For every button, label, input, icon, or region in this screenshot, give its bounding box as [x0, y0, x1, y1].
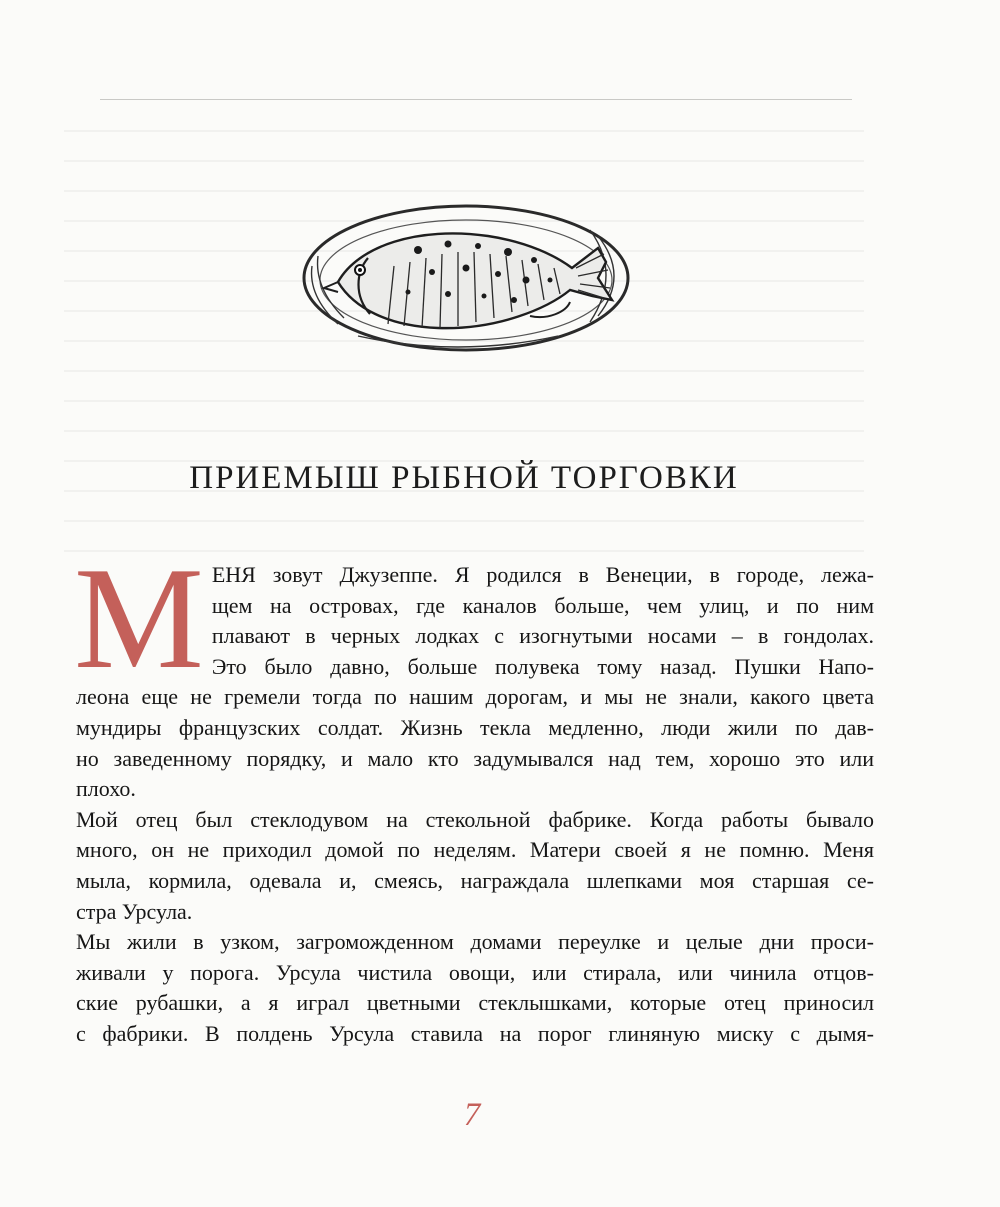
text-line: щем на островах, где каналов больше, чем улиц, и по ним [211, 592, 874, 618]
text-line: Мы жили в узком, загроможденном домами переулке и целые дни проси- [76, 929, 874, 955]
text-line: леона еще не гремели тогда по нашим дорогам, и мы не знали, какого цвета [76, 684, 874, 710]
fish-mouth [324, 282, 338, 292]
text-line: плавают в черных лодках с изогнутыми носами – в гондолах. [211, 623, 874, 649]
fish-pupil [358, 268, 362, 272]
text-line: живали у порога. Урсула чистила овощи, или стирала, или чинила отцов- [76, 959, 874, 985]
text-line: Это было давно, больше полувека тому назад. Пушки Напо- [211, 653, 874, 679]
text-line: но заведенному порядку, и мало кто задумывался над тем, хорошо это или [76, 745, 874, 771]
page-number: 7 [463, 1097, 481, 1133]
text-line: много, он не приходил домой по неделям. Матери своей я не помню. Меня [76, 837, 874, 863]
text-line: плохо. [76, 776, 136, 802]
text-line: ЕНЯ зовут Джузеппе. Я родился в Венеции, в городе, лежа- [211, 562, 874, 587]
text-line: мыла, кормила, одевала и, смеясь, награждала шлепками моя старшая се- [76, 867, 874, 893]
text-line: стра Урсула. [76, 898, 193, 924]
chapter-title: ПРИЕМЫШ РЫБНОЙ ТОРГОВКИ [189, 460, 739, 496]
text-line: ские рубашки, а я играл цветными стеклышками, которые отец приносил [76, 990, 874, 1016]
drop-cap: М [74, 537, 204, 699]
text-line: с фабрики. В полдень Урсула ставила на порог глиняную миску с дымя- [76, 1020, 874, 1046]
fish-on-plate-icon [298, 196, 634, 360]
paragraph-3 [76, 927, 874, 1049]
body-text [74, 537, 874, 1050]
paragraph-2 [76, 805, 874, 927]
text-line: мундиры французских солдат. Жизнь текла медленно, люди жили по дав- [76, 714, 874, 740]
header-rule [100, 99, 852, 100]
text-line: Мой отец был стеклодувом на стекольной фабрике. Когда работы бывало [76, 806, 874, 832]
